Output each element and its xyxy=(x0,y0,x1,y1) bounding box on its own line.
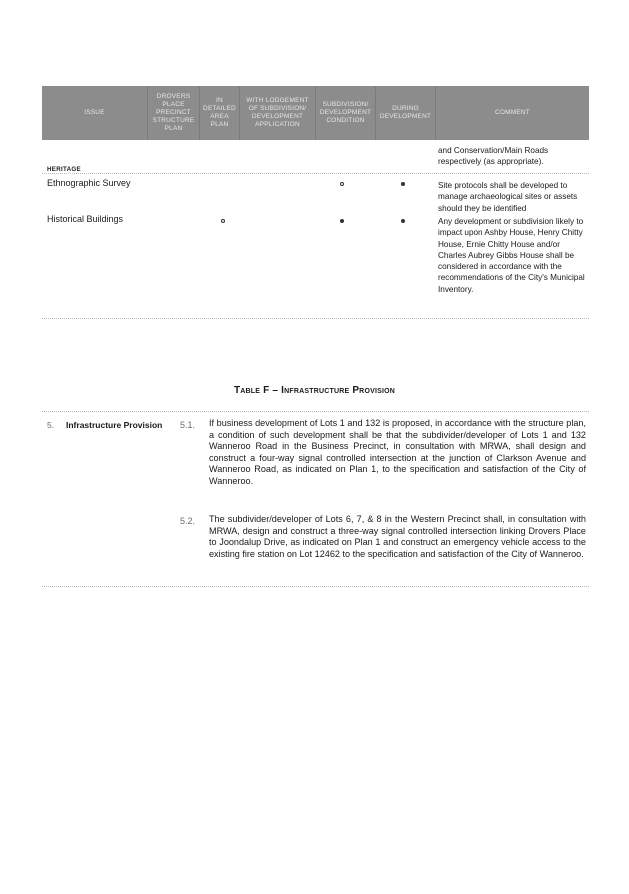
open-circle-marker xyxy=(221,219,225,223)
item-number-5-2: 5.2. xyxy=(180,516,196,526)
row-issue-ethnographic-survey: Ethnographic Survey xyxy=(47,178,131,188)
column-header-during-development: DURING DEVELOPMENT xyxy=(376,86,436,140)
row-comment-historical-buildings: Any development or subdivision likely to impact upon Ashby House, Henry Chitty House, Ernie Chitty House and/or Charles Aubrey Gibbs House shall be considered in accordance with the recommendations of the City's Municipal Inventory. xyxy=(438,217,585,294)
section-title: Infrastructure Provision xyxy=(66,420,163,430)
column-header-issue: ISSUE xyxy=(42,86,148,140)
row-issue-historical-buildings: Historical Buildings xyxy=(47,214,124,224)
section-number: 5. xyxy=(47,420,55,430)
filled-circle-marker xyxy=(340,219,344,223)
row-divider xyxy=(42,318,589,319)
table-f-bottom-divider xyxy=(42,586,589,587)
column-header-condition: SUBDIVISION/ DEVELOPMENT CONDITION xyxy=(316,86,376,140)
row-divider xyxy=(42,173,589,174)
open-circle-marker xyxy=(340,182,344,186)
column-header-structure-plan: DROVERS PLACE PRECINCT STRUCTURE PLAN xyxy=(148,86,200,140)
table-f-top-divider xyxy=(42,411,589,412)
column-header-comment: COMMENT xyxy=(495,109,530,116)
section-label-heritage: HERITAGE xyxy=(47,166,81,173)
item-text-5-2: The subdivider/developer of Lots 6, 7, & 8 in the Western Precinct shall, in consultation with MRWA, design and construct a three-way signal controlled intersection linking Drovers Place to Joondalup Drive, as indicated on Plan 1 and construct an emergency vehicle access to the existing fire station on Lot 12462 to the specification and satisfaction of the City of Wanneroo. xyxy=(209,514,586,559)
item-text-5-1: If business development of Lots 1 and 132 is proposed, in accordance with the structure plan, a condition of such development shall be that the subdivider/developer of Lots 1 and 132 Wanneroo Road in the Business Precinct, in consultation with MRWA, shall design and construct a four-way signal controlled intersection at the junction of Clarkson Avenue and Wanneroo Road, as indicated on Plan 1, to the specification and satisfaction of the City of Wanneroo. xyxy=(209,418,586,486)
row-comment-ethnographic-survey: Site protocols shall be developed to manage archaeological sites or assets should they be identified xyxy=(438,181,578,213)
filled-circle-marker xyxy=(401,182,405,186)
table-f-title xyxy=(0,385,629,396)
table-f-title-text: Table F – Infrastructure Provision xyxy=(233,385,396,396)
filled-circle-marker xyxy=(401,219,405,223)
column-header-lodgement: WITH LODGEMENT OF SUBDIVISION/ DEVELOPMENT APPLICATION xyxy=(240,86,316,140)
table-header-row xyxy=(42,86,589,140)
item-number-5-1: 5.1. xyxy=(180,420,196,430)
carryover-comment: and Conservation/Main Roads respectively (as appropriate). xyxy=(438,146,549,167)
column-header-detailed-area-plan: IN DETAILED AREA PLAN xyxy=(200,86,240,140)
